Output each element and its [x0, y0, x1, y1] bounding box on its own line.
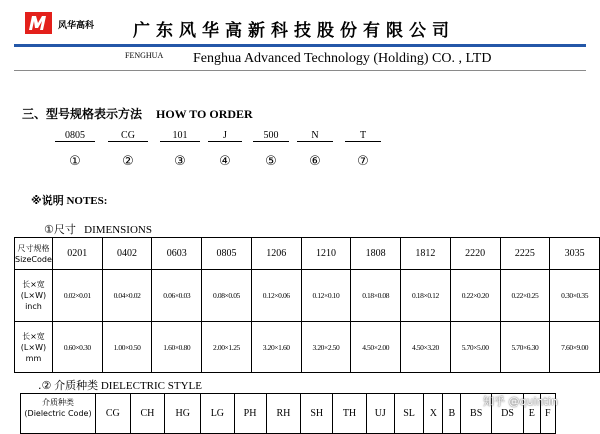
- dielectric-code-cell: F: [540, 394, 555, 434]
- dimensions-title: [44, 221, 152, 237]
- dielectric-table: [20, 393, 556, 434]
- dielectric-header-cn: 介质种类: [42, 398, 74, 407]
- mm-cell: 3.20×2.50: [301, 322, 351, 373]
- mm-header-line: mm: [25, 353, 42, 363]
- header-divider-blue: [14, 44, 586, 47]
- how-to-order-title: [22, 105, 253, 122]
- company-name-cn: 广东风华高新科技股份有限公司: [133, 21, 455, 41]
- inch-header-line: (L×W): [20, 291, 47, 300]
- dielectric-header: [21, 394, 96, 434]
- dielectric-header-en: (Dielectric Code): [24, 409, 92, 418]
- inch-cell: 0.12×0.10: [301, 270, 351, 322]
- mm-cell: 7.60×9.00: [550, 322, 600, 373]
- inch-cell: 0.08×0.05: [202, 270, 252, 322]
- mm-header-line: 长×宽: [22, 331, 45, 341]
- order-code-5: 500: [253, 130, 289, 142]
- dielectric-code-cell: TH: [333, 394, 366, 434]
- size-code-row: [15, 238, 600, 270]
- inch-cell: 0.30×0.35: [550, 270, 600, 322]
- order-marker-4: ④: [219, 154, 231, 169]
- dielectric-code-cell: X: [424, 394, 443, 434]
- inch-cell: 0.04×0.02: [102, 270, 152, 322]
- size-code-header: [15, 238, 53, 270]
- dielectric-title-en: DIELECTRIC STYLE: [100, 380, 202, 392]
- size-code-cell: 1812: [401, 238, 451, 270]
- dielectric-code-cell: UJ: [366, 394, 394, 434]
- notes-label-cn: ※说明: [31, 194, 64, 207]
- mm-cell: 0.60×0.30: [52, 322, 102, 373]
- order-marker-5: ⑤: [265, 154, 277, 169]
- dimensions-title-cn: ①尺寸: [44, 223, 76, 236]
- mm-header-line: (L×W): [20, 342, 47, 352]
- dielectric-code-cell: BS: [461, 394, 492, 434]
- how-to-order-title-en: HOW TO ORDER: [156, 107, 253, 121]
- order-marker-6: ⑥: [309, 154, 321, 169]
- mm-cell: 4.50×2.00: [351, 322, 401, 373]
- dielectric-code-cell: E: [524, 394, 541, 434]
- mm-cell: 2.00×1.25: [202, 322, 252, 373]
- how-to-order-title-cn: 三、型号规格表示方法: [22, 107, 143, 121]
- dielectric-code-cell: SL: [394, 394, 423, 434]
- size-code-cell: 2225: [500, 238, 550, 270]
- dimensions-title-en: DIMENSIONS: [84, 224, 152, 236]
- dielectric-code-cell: CG: [96, 394, 131, 434]
- order-marker-2: ②: [122, 154, 134, 169]
- inch-header-line: inch: [25, 302, 42, 311]
- notes-label-en: NOTES:: [66, 195, 108, 207]
- inch-cell: 0.22×0.25: [500, 270, 550, 322]
- dielectric-code-cell: HG: [165, 394, 201, 434]
- dielectric-code-cell: RH: [266, 394, 301, 434]
- inch-cell: 0.02×0.01: [52, 270, 102, 322]
- mm-header: [15, 322, 53, 373]
- dielectric-code-cell: LG: [201, 394, 234, 434]
- brand-en: FENGHUA: [125, 51, 164, 60]
- order-code-3: 101: [160, 130, 200, 142]
- inch-cell: 0.18×0.08: [351, 270, 401, 322]
- size-code-cell: 2220: [450, 238, 500, 270]
- order-code-6: N: [297, 130, 333, 142]
- dielectric-code-cell: B: [443, 394, 461, 434]
- notes-label: [31, 192, 107, 208]
- dielectric-code-cell: PH: [234, 394, 266, 434]
- inch-cell: 0.12×0.06: [251, 270, 301, 322]
- header-divider-gray: [14, 70, 586, 71]
- order-marker-7: ⑦: [357, 154, 369, 169]
- dielectric-code-cell: SH: [301, 394, 333, 434]
- dielectric-title-prefix: .②: [38, 379, 52, 392]
- order-code-2: CG: [108, 130, 148, 142]
- size-code-cell: 1808: [351, 238, 401, 270]
- mm-cell: 3.20×1.60: [251, 322, 301, 373]
- order-code-4: J: [208, 130, 242, 142]
- dielectric-title-cn: 介质种类: [54, 379, 99, 392]
- size-code-cell: 1210: [301, 238, 351, 270]
- mm-cell: 1.00×0.50: [102, 322, 152, 373]
- mm-cell: 1.60×0.80: [152, 322, 202, 373]
- inch-row: [15, 270, 600, 322]
- inch-cell: 0.22×0.20: [450, 270, 500, 322]
- dielectric-title: [38, 377, 202, 393]
- inch-cell: 0.06×0.03: [152, 270, 202, 322]
- size-code-cell: 0402: [102, 238, 152, 270]
- logo-text: 风华高科: [58, 21, 95, 31]
- dielectric-code-row: [21, 394, 556, 434]
- fenghua-logo-icon: [25, 12, 52, 34]
- order-code-1: 0805: [55, 130, 95, 142]
- size-code-header-cn: 尺寸规格: [17, 243, 50, 253]
- inch-header: [15, 270, 53, 322]
- dielectric-code-cell: CH: [130, 394, 165, 434]
- company-name-en: Fenghua Advanced Technology (Holding) CO. , LTD: [193, 51, 492, 66]
- size-code-cell: 0201: [52, 238, 102, 270]
- dielectric-code-cell: DS: [492, 394, 524, 434]
- size-code-cell: 0603: [152, 238, 202, 270]
- order-marker-3: ③: [174, 154, 186, 169]
- inch-header-line: 长×宽: [22, 280, 45, 289]
- size-code-header-en: SizeCode: [15, 254, 52, 264]
- mm-cell: 4.50×3.20: [401, 322, 451, 373]
- inch-cell: 0.18×0.12: [401, 270, 451, 322]
- watermark: 知乎 @quintin: [483, 395, 558, 408]
- size-code-cell: 3035: [550, 238, 600, 270]
- order-marker-1: ①: [69, 154, 81, 169]
- size-code-cell: 1206: [251, 238, 301, 270]
- size-code-cell: 0805: [202, 238, 252, 270]
- mm-row: [15, 322, 600, 373]
- mm-cell: 5.70×6.30: [500, 322, 550, 373]
- mm-cell: 5.70×5.00: [450, 322, 500, 373]
- dimensions-table: [14, 237, 600, 373]
- order-code-7: T: [345, 130, 381, 142]
